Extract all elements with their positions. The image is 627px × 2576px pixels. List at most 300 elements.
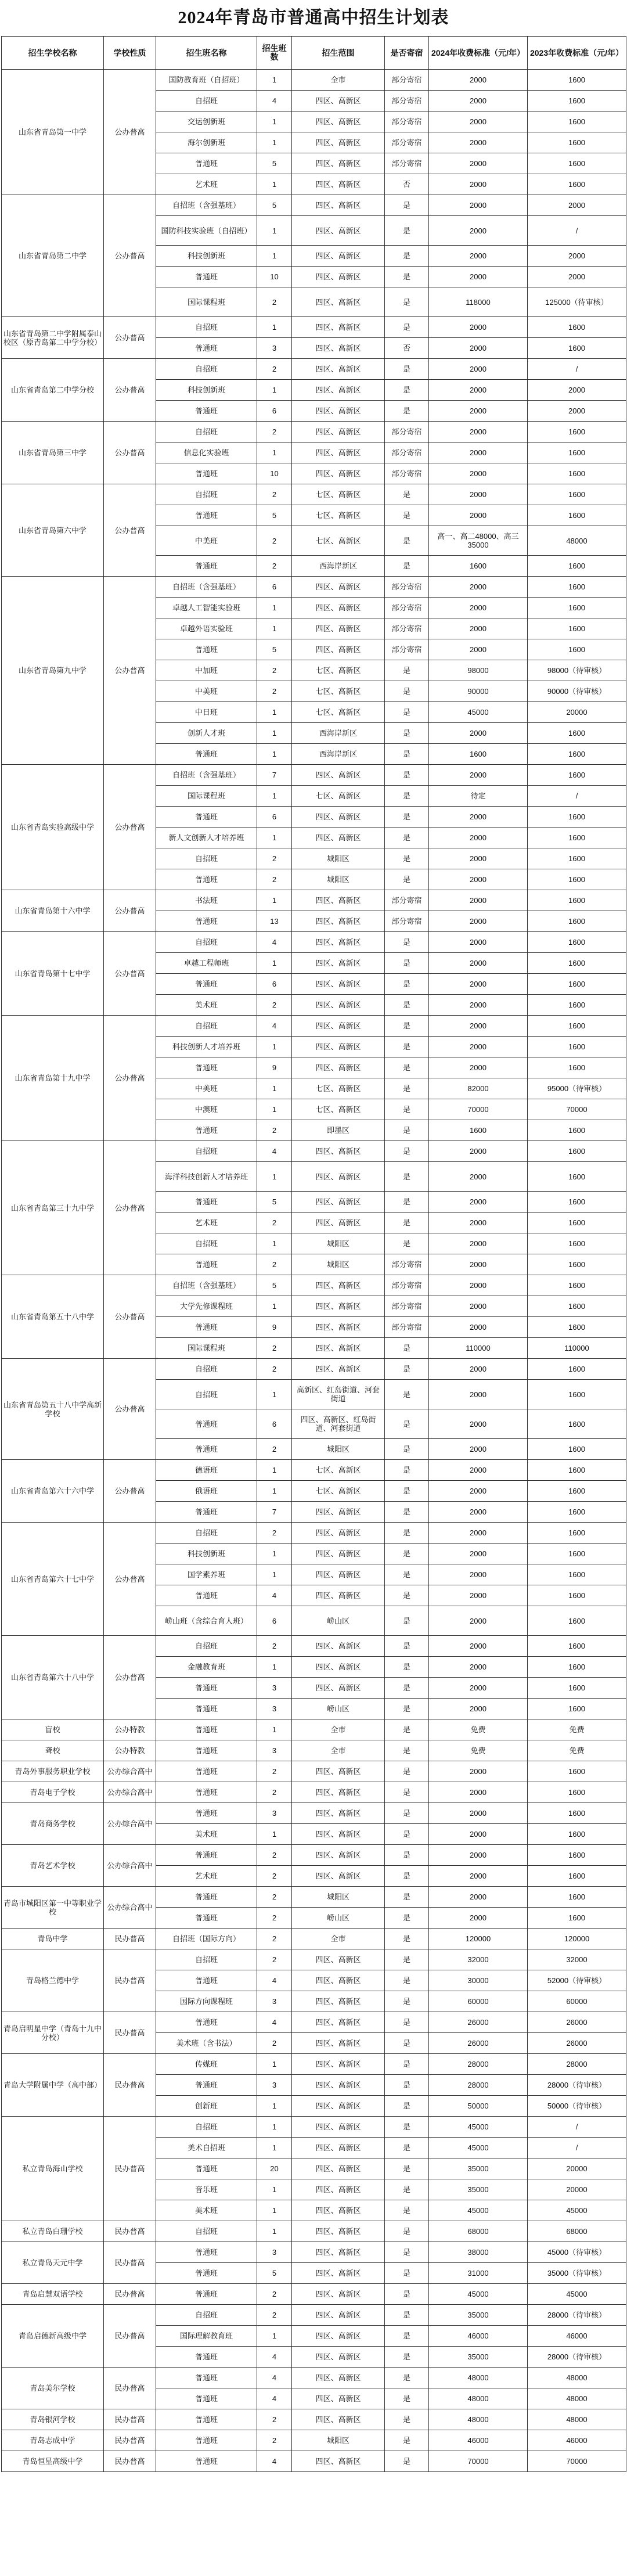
fee-2023: 1600	[528, 1192, 626, 1213]
class-name: 国际课程班	[156, 1338, 257, 1359]
class-name: 海洋科技创新人才培养班	[156, 1162, 257, 1192]
class-name: 自招班	[156, 1233, 257, 1254]
range: 四区、高新区	[292, 380, 385, 401]
boarding: 是	[385, 848, 429, 869]
school-type: 民办普高	[104, 2242, 156, 2284]
table-row	[2, 1460, 626, 1481]
range: 四区、高新区	[292, 2096, 385, 2117]
fee-2023: 48000	[528, 2368, 626, 2388]
range: 四区、高新区	[292, 2409, 385, 2430]
class-name: 卓越人工智能实验班	[156, 598, 257, 618]
table-body	[2, 70, 626, 2472]
school-type: 民办普高	[104, 1949, 156, 2012]
range: 四区、高新区	[292, 1678, 385, 1699]
boarding: 部分寄宿	[385, 598, 429, 618]
school-type: 公办综合高中	[104, 1845, 156, 1887]
boarding: 是	[385, 1866, 429, 1887]
class-count: 2	[257, 1929, 292, 1949]
table-row	[2, 1016, 626, 1037]
range: 四区、高新区	[292, 2138, 385, 2158]
boarding: 是	[385, 317, 429, 338]
school-name: 山东省青岛第十六中学	[2, 890, 104, 932]
boarding: 是	[385, 1162, 429, 1192]
fee-2024: 免费	[429, 1719, 528, 1740]
boarding: 部分寄宿	[385, 1275, 429, 1296]
boarding: 是	[385, 2451, 429, 2472]
boarding: 是	[385, 246, 429, 267]
class-name: 新人文创新人才培养班	[156, 828, 257, 848]
fee-2024: 2000	[429, 267, 528, 287]
class-name: 自招班（含强基班）	[156, 577, 257, 598]
fee-2023: 32000	[528, 1949, 626, 1970]
fee-2024: 2000	[429, 359, 528, 380]
class-name: 普通班	[156, 1502, 257, 1523]
fee-2023: 1600	[528, 1845, 626, 1866]
range: 四区、高新区	[292, 618, 385, 639]
fee-2023: 20000	[528, 2179, 626, 2200]
range: 四区、高新区	[292, 91, 385, 111]
class-name: 美术班	[156, 2200, 257, 2221]
range: 四区、高新区	[292, 2054, 385, 2075]
range: 四区、高新区	[292, 1338, 385, 1359]
table-row	[2, 1275, 626, 1296]
class-count: 1	[257, 618, 292, 639]
class-name: 普通班	[156, 2242, 257, 2263]
fee-2024: 2000	[429, 1845, 528, 1866]
class-count: 1	[257, 111, 292, 132]
class-count: 4	[257, 1585, 292, 1606]
boarding: 是	[385, 1636, 429, 1657]
class-count: 2	[257, 2409, 292, 2430]
table-row	[2, 70, 626, 91]
class-count: 1	[257, 953, 292, 974]
class-count: 5	[257, 505, 292, 526]
class-count: 2	[257, 1120, 292, 1141]
school-name: 私立青岛海山学校	[2, 2117, 104, 2221]
school-type: 民办普高	[104, 2451, 156, 2472]
range: 四区、高新区	[292, 246, 385, 267]
class-count: 1	[257, 380, 292, 401]
class-name: 艺术班	[156, 174, 257, 195]
class-name: 自招班	[156, 91, 257, 111]
class-count: 1	[257, 702, 292, 723]
fee-2023: 95000（待审核）	[528, 1078, 626, 1099]
range: 崂山区	[292, 1606, 385, 1636]
class-name: 普通班	[156, 338, 257, 359]
fee-2024: 2000	[429, 932, 528, 953]
fee-2023: 28000（待审核）	[528, 2347, 626, 2368]
fee-2024: 2000	[429, 1502, 528, 1523]
table-row	[2, 2242, 626, 2263]
class-name: 普通班	[156, 2388, 257, 2409]
fee-2024: 2000	[429, 1824, 528, 1845]
range: 城阳区	[292, 2430, 385, 2451]
class-count: 6	[257, 401, 292, 422]
range: 四区、高新区	[292, 2179, 385, 2200]
fee-2024: 2000	[429, 401, 528, 422]
fee-2024: 26000	[429, 2012, 528, 2033]
class-count: 9	[257, 1057, 292, 1078]
class-count: 1	[257, 2326, 292, 2347]
range: 四区、高新区	[292, 2242, 385, 2263]
class-name: 普通班	[156, 807, 257, 828]
fee-2023: 1600	[528, 422, 626, 442]
class-name: 音乐班	[156, 2179, 257, 2200]
fee-2024: 2000	[429, 1699, 528, 1719]
fee-2023: 90000（待审核）	[528, 681, 626, 702]
class-count: 1	[257, 2138, 292, 2158]
admission-plan-table	[1, 36, 626, 2472]
boarding: 是	[385, 2179, 429, 2200]
fee-2023: 1600	[528, 1409, 626, 1439]
school-name: 山东省青岛实验高级中学	[2, 765, 104, 890]
fee-2023: 1600	[528, 848, 626, 869]
school-type: 公办普高	[104, 1016, 156, 1141]
class-count: 2	[257, 1866, 292, 1887]
fee-2024: 68000	[429, 2221, 528, 2242]
boarding: 是	[385, 359, 429, 380]
range: 城阳区	[292, 1439, 385, 1460]
range: 西海岸新区	[292, 723, 385, 744]
class-count: 1	[257, 2200, 292, 2221]
boarding: 是	[385, 401, 429, 422]
boarding: 是	[385, 505, 429, 526]
class-name: 国际课程班	[156, 287, 257, 317]
fee-2023: 1600	[528, 1317, 626, 1338]
boarding: 是	[385, 2263, 429, 2284]
table-row	[2, 1740, 626, 1761]
table-row	[2, 2054, 626, 2075]
boarding: 是	[385, 2200, 429, 2221]
boarding: 是	[385, 1824, 429, 1845]
range: 四区、高新区	[292, 1564, 385, 1585]
boarding: 是	[385, 1502, 429, 1523]
range: 四区、高新区	[292, 1037, 385, 1057]
class-name: 科技创新人才培养班	[156, 1037, 257, 1057]
fee-2023: /	[528, 359, 626, 380]
class-name: 国际理解教育班	[156, 2326, 257, 2347]
fee-2024: 2000	[429, 1544, 528, 1564]
fee-2024: 2000	[429, 1887, 528, 1908]
class-count: 4	[257, 91, 292, 111]
class-name: 自招班	[156, 848, 257, 869]
class-name: 中日班	[156, 702, 257, 723]
boarding: 部分寄宿	[385, 618, 429, 639]
class-name: 普通班	[156, 1761, 257, 1782]
class-count: 2	[257, 995, 292, 1016]
fee-2023: 50000（待审核）	[528, 2096, 626, 2117]
range: 四区、高新区	[292, 1824, 385, 1845]
range: 四区、高新区	[292, 401, 385, 422]
fee-2023: 1600	[528, 1213, 626, 1233]
school-type: 民办普高	[104, 2221, 156, 2242]
class-name: 大学先修课程班	[156, 1296, 257, 1317]
range: 四区、高新区	[292, 153, 385, 174]
fee-2024: 45000	[429, 702, 528, 723]
boarding: 是	[385, 1057, 429, 1078]
range: 全市	[292, 1929, 385, 1949]
table-row	[2, 765, 626, 786]
class-count: 3	[257, 1699, 292, 1719]
table-row	[2, 1636, 626, 1657]
school-name: 青岛艺术学校	[2, 1845, 104, 1887]
fee-2024: 2000	[429, 153, 528, 174]
class-count: 1	[257, 1460, 292, 1481]
boarding: 部分寄宿	[385, 639, 429, 660]
fee-2024: 2000	[429, 1460, 528, 1481]
fee-2023: 1600	[528, 1699, 626, 1719]
fee-2024: 2000	[429, 848, 528, 869]
class-count: 2	[257, 1845, 292, 1866]
school-name: 山东省青岛第六十六中学	[2, 1460, 104, 1523]
range: 四区、高新区	[292, 890, 385, 911]
boarding: 是	[385, 786, 429, 807]
boarding: 部分寄宿	[385, 1254, 429, 1275]
fee-2023: 1600	[528, 618, 626, 639]
fee-2024: 2000	[429, 1606, 528, 1636]
range: 四区、高新区	[292, 2075, 385, 2096]
boarding: 是	[385, 1970, 429, 1991]
fee-2024: 2000	[429, 1636, 528, 1657]
range: 四区、高新区	[292, 2221, 385, 2242]
table-row	[2, 1359, 626, 1380]
fee-2024: 50000	[429, 2096, 528, 2117]
school-name: 青岛美尔学校	[2, 2368, 104, 2409]
class-name: 普通班	[156, 267, 257, 287]
fee-2023: 70000	[528, 1099, 626, 1120]
fee-2023: 1600	[528, 1439, 626, 1460]
fee-2024: 2000	[429, 1439, 528, 1460]
range: 四区、高新区	[292, 807, 385, 828]
table-row	[2, 1141, 626, 1162]
fee-2023: 1600	[528, 953, 626, 974]
range: 七区、高新区	[292, 1078, 385, 1099]
page-title: 2024年青岛市普通高中招生计划表	[178, 8, 449, 27]
boarding: 是	[385, 1803, 429, 1824]
fee-2023: 1600	[528, 1564, 626, 1585]
boarding: 是	[385, 1678, 429, 1699]
school-name: 私立青岛白珊学校	[2, 2221, 104, 2242]
fee-2024: 38000	[429, 2242, 528, 2263]
range: 四区、高新区	[292, 2388, 385, 2409]
class-name: 普通班	[156, 1719, 257, 1740]
class-count: 2	[257, 1439, 292, 1460]
table-row	[2, 2368, 626, 2388]
class-count: 2	[257, 1949, 292, 1970]
range: 七区、高新区	[292, 526, 385, 556]
class-count: 2	[257, 681, 292, 702]
class-count: 3	[257, 1740, 292, 1761]
fee-2023: 1600	[528, 132, 626, 153]
school-type: 公办普高	[104, 1460, 156, 1523]
class-name: 科技创新班	[156, 246, 257, 267]
class-count: 3	[257, 1991, 292, 2012]
school-type: 民办普高	[104, 2409, 156, 2430]
range: 四区、高新区	[292, 2347, 385, 2368]
range: 四区、高新区	[292, 1761, 385, 1782]
range: 四区、高新区	[292, 2326, 385, 2347]
class-count: 3	[257, 338, 292, 359]
class-count: 1	[257, 1162, 292, 1192]
school-type: 民办普高	[104, 2054, 156, 2117]
fee-2023: 1600	[528, 70, 626, 91]
class-count: 4	[257, 2368, 292, 2388]
boarding: 是	[385, 1782, 429, 1803]
fee-2024: 2000	[429, 1317, 528, 1338]
school-name: 青岛恒星高级中学	[2, 2451, 104, 2472]
boarding: 是	[385, 660, 429, 681]
class-name: 自招班	[156, 1949, 257, 1970]
range: 七区、高新区	[292, 702, 385, 723]
boarding: 是	[385, 1657, 429, 1678]
class-count: 2	[257, 660, 292, 681]
fee-2024: 2000	[429, 1359, 528, 1380]
range: 四区、高新区	[292, 1317, 385, 1338]
school-type: 公办普高	[104, 1523, 156, 1636]
fee-2024: 2000	[429, 195, 528, 216]
fee-2024: 免费	[429, 1740, 528, 1761]
class-name: 普通班	[156, 2075, 257, 2096]
class-count: 2	[257, 2430, 292, 2451]
fee-2023: 1600	[528, 1359, 626, 1380]
fee-2023: /	[528, 2138, 626, 2158]
boarding: 是	[385, 1359, 429, 1380]
class-name: 自招班	[156, 2117, 257, 2138]
class-count: 5	[257, 2263, 292, 2284]
boarding: 部分寄宿	[385, 911, 429, 932]
class-name: 自招班	[156, 1016, 257, 1037]
fee-2024: 1600	[429, 744, 528, 765]
table-row	[2, 359, 626, 380]
fee-2023: 1600	[528, 1037, 626, 1057]
fee-2024: 2000	[429, 1141, 528, 1162]
class-count: 1	[257, 216, 292, 246]
class-name: 普通班	[156, 1740, 257, 1761]
boarding: 是	[385, 287, 429, 317]
fee-2024: 45000	[429, 2117, 528, 2138]
fee-2023: 1600	[528, 577, 626, 598]
boarding: 是	[385, 1606, 429, 1636]
range: 四区、高新区	[292, 1544, 385, 1564]
range: 四区、高新区	[292, 1296, 385, 1317]
fee-2023: /	[528, 786, 626, 807]
fee-2024: 45000	[429, 2200, 528, 2221]
fee-2023: 1600	[528, 869, 626, 890]
class-name: 普通班	[156, 1887, 257, 1908]
school-type: 公办普高	[104, 890, 156, 932]
fee-2024: 2000	[429, 380, 528, 401]
fee-2023: 1600	[528, 1908, 626, 1929]
fee-2024: 2000	[429, 974, 528, 995]
fee-2024: 70000	[429, 2451, 528, 2472]
class-name: 自招班	[156, 359, 257, 380]
boarding: 是	[385, 765, 429, 786]
class-count: 2	[257, 1254, 292, 1275]
class-name: 创新班	[156, 2096, 257, 2117]
class-count: 1	[257, 174, 292, 195]
boarding: 是	[385, 1338, 429, 1359]
fee-2024: 2000	[429, 953, 528, 974]
table-row	[2, 1929, 626, 1949]
fee-2023: 1600	[528, 1887, 626, 1908]
boarding: 部分寄宿	[385, 442, 429, 463]
header-class-name: 招生班名称	[156, 37, 257, 70]
boarding: 部分寄宿	[385, 422, 429, 442]
class-name: 自招班	[156, 1141, 257, 1162]
range: 四区、高新区	[292, 2012, 385, 2033]
class-count: 2	[257, 1359, 292, 1380]
fee-2024: 2000	[429, 890, 528, 911]
school-name: 山东省青岛第六中学	[2, 484, 104, 577]
fee-2023: 1600	[528, 1275, 626, 1296]
fee-2024: 2000	[429, 1678, 528, 1699]
boarding: 是	[385, 2054, 429, 2075]
boarding: 是	[385, 1078, 429, 1099]
class-name: 国防教育班（自招班）	[156, 70, 257, 91]
boarding: 部分寄宿	[385, 153, 429, 174]
boarding: 是	[385, 1213, 429, 1233]
school-name: 山东省青岛第二中学	[2, 195, 104, 317]
class-count: 3	[257, 1678, 292, 1699]
fee-2023: 1600	[528, 1523, 626, 1544]
fee-2024: 98000	[429, 660, 528, 681]
fee-2023: 1600	[528, 317, 626, 338]
school-name: 私立青岛天元中学	[2, 2242, 104, 2284]
range: 四区、高新区	[292, 2263, 385, 2284]
fee-2024: 32000	[429, 1949, 528, 1970]
class-name: 崂山班（含综合育人班）	[156, 1606, 257, 1636]
boarding: 是	[385, 1761, 429, 1782]
header-school: 招生学校名称	[2, 37, 104, 70]
class-count: 2	[257, 1782, 292, 1803]
boarding: 是	[385, 1929, 429, 1949]
school-name: 青岛中学	[2, 1929, 104, 1949]
range: 七区、高新区	[292, 681, 385, 702]
boarding: 是	[385, 1141, 429, 1162]
fee-2023: 52000（待审核）	[528, 1970, 626, 1991]
fee-2023: 1600	[528, 1866, 626, 1887]
class-count: 20	[257, 2158, 292, 2179]
class-count: 2	[257, 869, 292, 890]
school-type: 公办普高	[104, 317, 156, 359]
class-name: 美术班	[156, 995, 257, 1016]
boarding: 是	[385, 2409, 429, 2430]
class-count: 1	[257, 2179, 292, 2200]
school-name: 山东省青岛第五十八中学高新学校	[2, 1359, 104, 1460]
class-count: 6	[257, 974, 292, 995]
fee-2023: 2000	[528, 246, 626, 267]
boarding: 是	[385, 744, 429, 765]
range: 四区、高新区	[292, 442, 385, 463]
school-type: 民办普高	[104, 2117, 156, 2221]
fee-2023: 1600	[528, 1657, 626, 1678]
range: 四区、高新区	[292, 1162, 385, 1192]
class-name: 普通班	[156, 1254, 257, 1275]
class-name: 国防科技实验班（自招班）	[156, 216, 257, 246]
fee-2023: 1600	[528, 932, 626, 953]
range: 即墨区	[292, 1120, 385, 1141]
range: 七区、高新区	[292, 1481, 385, 1502]
fee-2023: 2000	[528, 401, 626, 422]
range: 全市	[292, 70, 385, 91]
school-name: 聋校	[2, 1740, 104, 1761]
class-name: 普通班	[156, 1057, 257, 1078]
boarding: 是	[385, 1887, 429, 1908]
range: 四区、高新区	[292, 1585, 385, 1606]
class-name: 海尔创新班	[156, 132, 257, 153]
boarding: 是	[385, 1037, 429, 1057]
fee-2024: 2000	[429, 91, 528, 111]
